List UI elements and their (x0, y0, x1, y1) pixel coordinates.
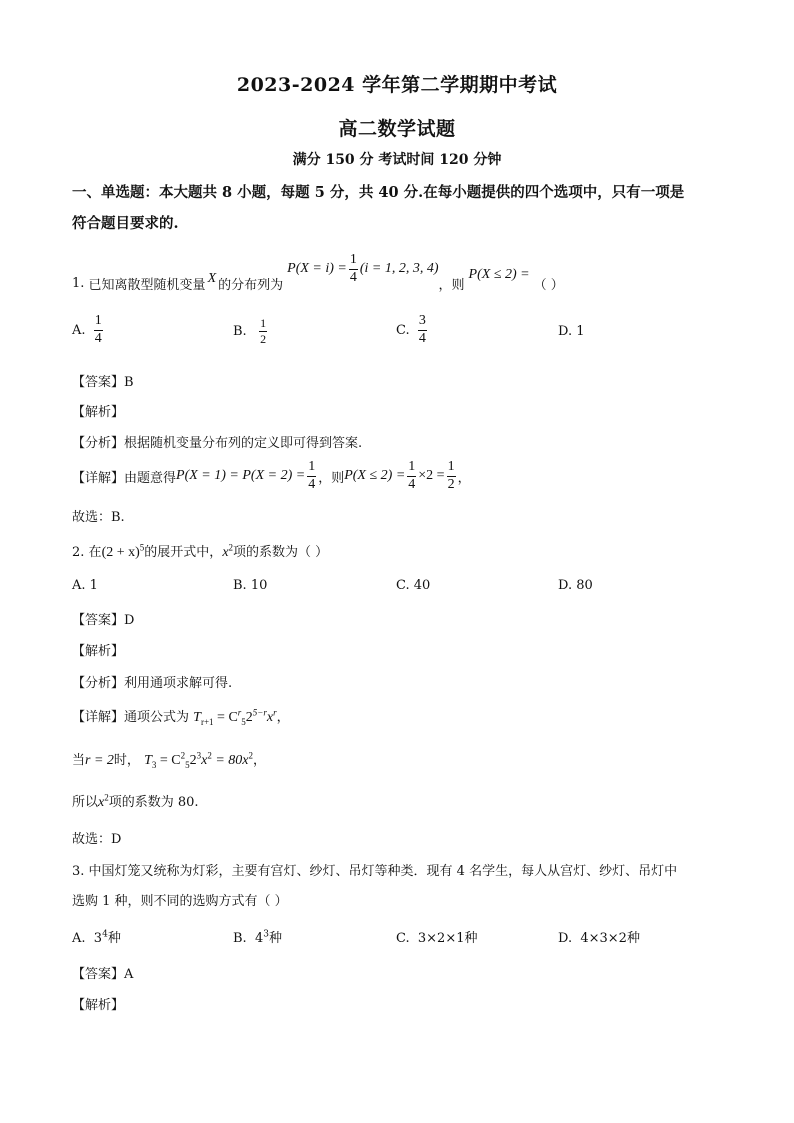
fenxi-line: 【分析】根据随机变量分布列的定义即可得到答案. (72, 436, 363, 451)
exam-title: 2023-2024 学年第二学期期中考试 (236, 74, 558, 96)
choose-line: 故选：D (72, 832, 122, 847)
question-2: 2. 在$(2 + x)^5$的展开式中，$x^2$项的系数为（ ） (72, 542, 329, 560)
option-a: A. 1 (72, 578, 98, 593)
section-heading-line2: 符合题目要求的. (72, 215, 179, 232)
distribution-formula: P(X = i) = $\frac{1}{4}$ (i = 1, 2, 3, 4) (287, 251, 439, 285)
question-ask: P(X ≤ 2) = (468, 267, 530, 282)
question-text: ，则 (438, 277, 465, 293)
fraction: $\frac{1}{4}$ (94, 313, 102, 346)
exam-meta: 满分 150 分 考试时间 120 分钟 (292, 152, 502, 168)
conclusion-line: 所以$x^2$项的系数为 80. (72, 792, 199, 810)
option-d: D. 80 (558, 578, 593, 593)
detail-line: 【详解】通项公式为 $T_{r+1} = C^r_52^{5-r}x^r$， (72, 707, 290, 727)
fraction: $\frac{1}{4}$ (308, 458, 316, 492)
option-d: D. 4×3×2种 (558, 931, 640, 946)
question-3-line1: 3. 中国灯笼又统称为灯彩，主要有宫灯、纱灯、吊灯等种类．现有 4 名学生，每人从宫灯、纱灯、吊灯中 (72, 864, 678, 879)
fenxi-line: 【分析】利用通项求解可得. (72, 676, 233, 691)
option-b: B. 10 (233, 578, 268, 593)
option-a: A. $3^4$种 (72, 929, 121, 946)
question-1 (72, 251, 564, 308)
fraction: $\frac{1}{4}$ (408, 458, 416, 492)
variable-x: X (207, 271, 217, 286)
answer-paren: （ ） (533, 277, 564, 293)
answer-line: 【答案】A (72, 967, 134, 982)
fraction: $\frac{1}{4}$ (349, 251, 357, 285)
question-text: 已知离散型随机变量 (88, 277, 206, 293)
option-d: D. 1 (558, 324, 585, 339)
question-3-line2: 选购 1 种，则不同的选购方式有（ ） (72, 894, 288, 909)
analysis-tag: 【解析】 (72, 998, 125, 1013)
section-heading-line1: 一、单选题：本大题共 8 小题，每题 5 分，共 40 分.在每小题提供的四个选项中，只有一项是 (72, 184, 685, 201)
when-line: 当r = 2时， $T_3 = C^2_52^3x^2 = 80x^2$， (72, 750, 267, 770)
exam-subtitle: 高二数学试题 (338, 118, 456, 140)
option-a: A. $\frac{1}{4}$ (72, 313, 102, 346)
option-c: C. 3×2×1种 (396, 931, 478, 946)
answer-line: 【答案】B (72, 375, 134, 390)
option-b: B. $4^3$种 (233, 929, 282, 946)
fraction: $\frac{1}{2}$ (260, 316, 267, 346)
question-text: 的分布列为 (218, 277, 284, 293)
option-c: C. 40 (396, 578, 431, 593)
option-b: B. $\frac{1}{2}$ (233, 316, 267, 346)
option-c: C. $\frac{3}{4}$ (396, 313, 426, 346)
fraction: $\frac{1}{2}$ (447, 458, 455, 492)
detail-line: 【详解】 由题意得 P(X = 1) = P(X = 2) = $\frac{1}{4}$ ，则 P(X ≤ 2) = $\frac{1}{4}$ ×2 = $\frac{1}{2}$ ， (72, 458, 471, 492)
analysis-tag: 【解析】 (72, 405, 125, 420)
question-number: 1. (72, 275, 85, 291)
answer-line: 【答案】D (72, 613, 135, 628)
fraction: $\frac{3}{4}$ (418, 313, 426, 346)
choose-line: 故选：B. (72, 510, 125, 525)
analysis-tag: 【解析】 (72, 644, 125, 659)
